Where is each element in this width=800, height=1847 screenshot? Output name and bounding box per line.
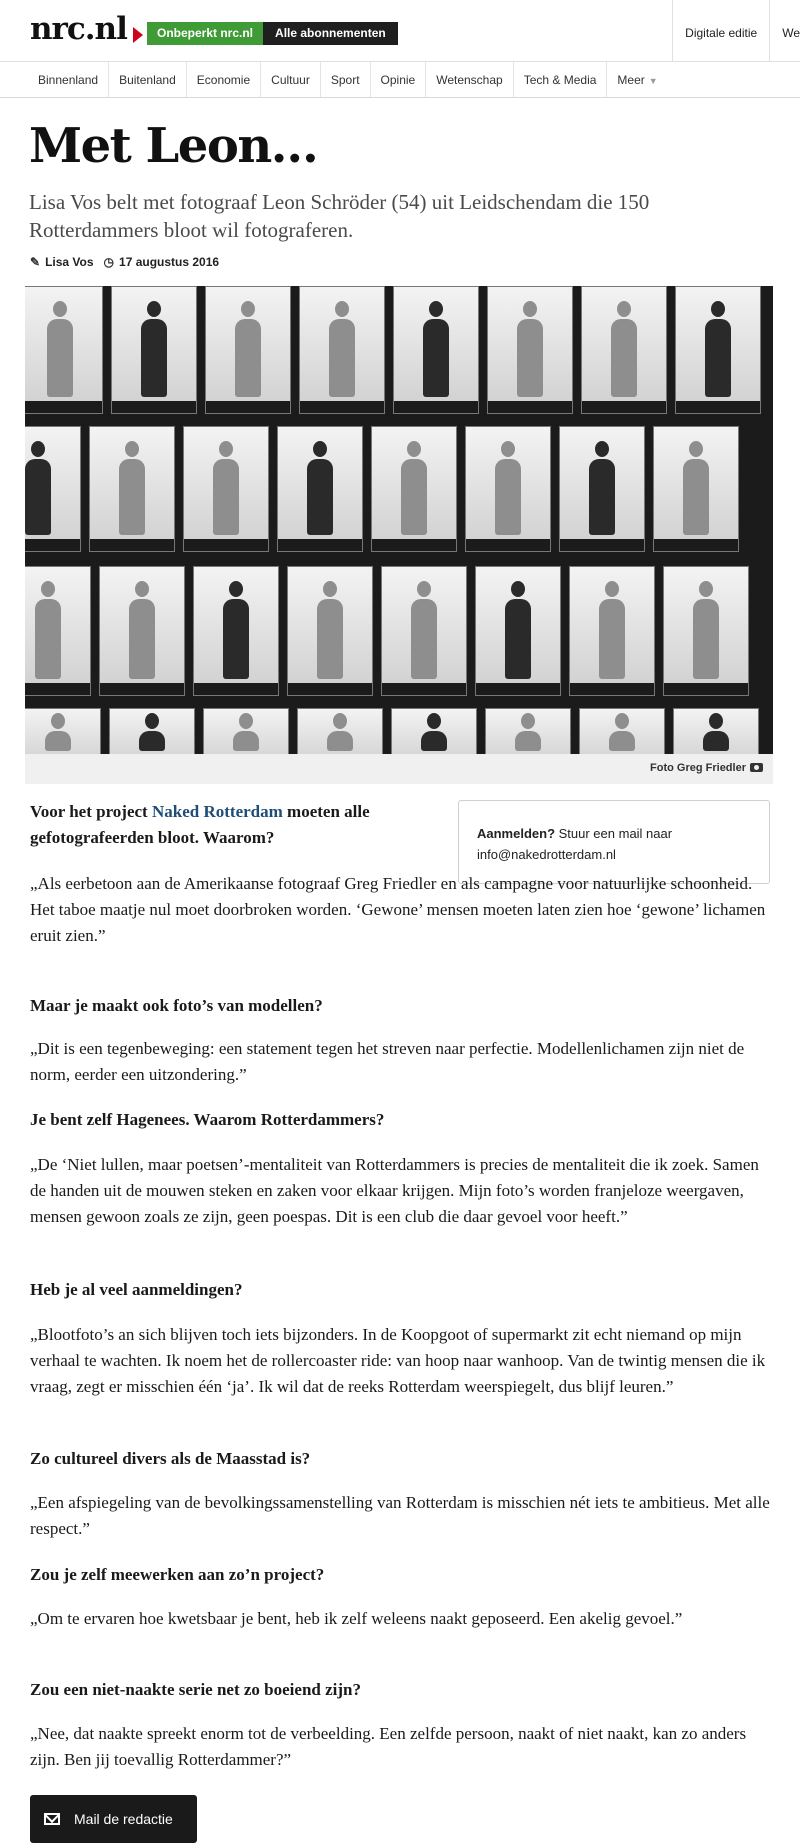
frame-label-strip bbox=[664, 683, 748, 695]
contact-sheet-row bbox=[25, 426, 773, 552]
chevron-down-icon: ▼ bbox=[648, 76, 658, 86]
portrait-figure bbox=[25, 459, 51, 535]
article-lead: Lisa Vos belt met fotograaf Leon Schröder (54) uit Leidschendam die 150 Rotterdammers bloot wil fotograferen. bbox=[29, 190, 650, 242]
digital-edition-link[interactable]: Digitale editie bbox=[672, 0, 769, 62]
portrait-figure bbox=[141, 319, 167, 397]
qa-answer-1: „Dit is een tegenbeweging: een statement tegen het streven naar perfectie. Modellenlichamen zijn niet de norm, eerder een uitzondering.” bbox=[30, 1039, 745, 1084]
contact-sheet-frame bbox=[487, 286, 573, 414]
contact-sheet-frame bbox=[277, 426, 363, 552]
contact-sheet-frame bbox=[109, 708, 195, 754]
promo-subscriptions-link[interactable]: Alle abonnementen bbox=[263, 22, 398, 45]
portrait-head bbox=[219, 441, 233, 457]
frame-label-strip bbox=[25, 401, 102, 413]
portrait-head bbox=[147, 301, 161, 317]
qa-answer-4: „Een afspiegeling van de bevolkingssamenstelling van Rotterdam is misschien nét iets te ambitieus. Met alle respect.” bbox=[30, 1493, 770, 1538]
contact-sheet-frame bbox=[475, 566, 561, 696]
article-meta bbox=[30, 255, 219, 269]
nav-item-buitenland[interactable]: Buitenland bbox=[109, 62, 187, 97]
contact-sheet-frame bbox=[581, 286, 667, 414]
portrait-figure bbox=[683, 459, 709, 535]
article-photo bbox=[25, 286, 773, 754]
contact-sheet-frame bbox=[25, 426, 81, 552]
qa-question-4: Zo cultureel divers als de Maasstad is? bbox=[30, 1449, 311, 1468]
qa-answer-2: „De ‘Niet lullen, maar poetsen’-mentaliteit van Rotterdammers is precies de mentaliteit die ik zoek. Samen de handen uit de mouwen steken en zaken voor elkaar krijgen. Mijn foto’s worden franjeloze weergaven, mensen gewoon zoals ze zijn, geen poespas. Dit is een club die daar gevoel voor heeft.” bbox=[30, 1155, 759, 1226]
frame-label-strip bbox=[288, 683, 372, 695]
signup-email-link[interactable]: info@nakedrotterdam.nl bbox=[477, 847, 616, 862]
contact-sheet-frame bbox=[381, 566, 467, 696]
portrait-figure bbox=[139, 731, 165, 751]
frame-label-strip bbox=[25, 539, 80, 551]
portrait-head bbox=[145, 713, 159, 729]
nav-item-binnenland[interactable]: Binnenland bbox=[30, 62, 109, 97]
contact-sheet-frame bbox=[371, 426, 457, 552]
portrait-head bbox=[323, 581, 337, 597]
contact-sheet-frame bbox=[287, 566, 373, 696]
author-name[interactable]: Lisa Vos bbox=[45, 255, 94, 269]
contact-sheet-frame bbox=[391, 708, 477, 754]
portrait-head bbox=[53, 301, 67, 317]
frame-label-strip bbox=[382, 683, 466, 695]
publish-date: 17 augustus 2016 bbox=[119, 255, 220, 269]
portrait-figure bbox=[599, 599, 625, 679]
portrait-figure bbox=[235, 319, 261, 397]
truncated-top-link[interactable]: We bbox=[769, 0, 800, 62]
portrait-head bbox=[521, 713, 535, 729]
qa-answer-6: „Nee, dat naakte spreekt enorm tot de verbeelding. Een zelfde persoon, naakt of niet naakt, kan zo anders zijn. Ben jij toevallig Rotterdammer?” bbox=[30, 1724, 747, 1769]
portrait-head bbox=[429, 301, 443, 317]
portrait-figure bbox=[317, 599, 343, 679]
portrait-head bbox=[125, 441, 139, 457]
portrait-figure bbox=[119, 459, 145, 535]
nav-item-tech-media[interactable]: Tech & Media bbox=[514, 62, 608, 97]
portrait-figure bbox=[329, 319, 355, 397]
site-logo[interactable]: nrc.nl bbox=[30, 11, 127, 47]
subscription-promo bbox=[147, 22, 398, 45]
contact-sheet-frame bbox=[183, 426, 269, 552]
nav-item-wetenschap[interactable]: Wetenschap bbox=[426, 62, 514, 97]
contact-sheet-frame bbox=[25, 708, 101, 754]
portrait-head bbox=[523, 301, 537, 317]
nav-item-opinie[interactable]: Opinie bbox=[371, 62, 427, 97]
frame-label-strip bbox=[184, 539, 268, 551]
portrait-figure bbox=[495, 459, 521, 535]
contact-sheet-frame bbox=[675, 286, 761, 414]
contact-sheet-frame bbox=[663, 566, 749, 696]
portrait-figure bbox=[223, 599, 249, 679]
portrait-head bbox=[313, 441, 327, 457]
frame-label-strip bbox=[676, 401, 760, 413]
portrait-head bbox=[615, 713, 629, 729]
top-right-links bbox=[672, 0, 800, 62]
contact-sheet-frame bbox=[569, 566, 655, 696]
portrait-head bbox=[689, 441, 703, 457]
photo-caption bbox=[650, 762, 763, 774]
nav-item-meer[interactable] bbox=[607, 62, 667, 97]
portrait-head bbox=[417, 581, 431, 597]
portrait-figure bbox=[411, 599, 437, 679]
pen-icon: ✎ bbox=[30, 255, 41, 269]
frame-label-strip bbox=[25, 683, 90, 695]
frame-label-strip bbox=[194, 683, 278, 695]
frame-label-strip bbox=[654, 539, 738, 551]
nav-item-cultuur[interactable]: Cultuur bbox=[261, 62, 321, 97]
contact-sheet-frame bbox=[25, 566, 91, 696]
portrait-head bbox=[617, 301, 631, 317]
portrait-head bbox=[241, 301, 255, 317]
mail-editor-label: Mail de redactie bbox=[74, 1811, 173, 1827]
mail-editor-button[interactable] bbox=[30, 1795, 197, 1843]
portrait-figure bbox=[307, 459, 333, 535]
contact-sheet-frame bbox=[205, 286, 291, 414]
portrait-figure bbox=[611, 319, 637, 397]
portrait-head bbox=[41, 581, 55, 597]
portrait-head bbox=[239, 713, 253, 729]
contact-sheet-row bbox=[25, 286, 773, 414]
frame-label-strip bbox=[372, 539, 456, 551]
portrait-figure bbox=[35, 599, 61, 679]
qa-question-2: Je bent zelf Hagenees. Waarom Rotterdammers? bbox=[30, 1110, 385, 1129]
contact-sheet-row bbox=[25, 708, 773, 754]
portrait-figure bbox=[421, 731, 447, 751]
contact-sheet-frame bbox=[653, 426, 739, 552]
frame-label-strip bbox=[570, 683, 654, 695]
article-title: Met Leon… bbox=[29, 118, 318, 174]
contact-sheet-frame bbox=[673, 708, 759, 754]
qa-question-3: Heb je al veel aanmeldingen? bbox=[30, 1280, 243, 1299]
qa-question-5: Zou je zelf meewerken aan zo’n project? bbox=[30, 1565, 325, 1584]
naked-rotterdam-link[interactable]: Naked Rotterdam bbox=[151, 802, 283, 821]
contact-sheet-frame bbox=[299, 286, 385, 414]
portrait-figure bbox=[129, 599, 155, 679]
clock-icon: ◷ bbox=[103, 255, 115, 269]
frame-label-strip bbox=[90, 539, 174, 551]
frame-label-strip bbox=[488, 401, 572, 413]
logo-arrow-icon bbox=[133, 27, 143, 43]
contact-sheet-frame bbox=[193, 566, 279, 696]
portrait-figure bbox=[401, 459, 427, 535]
signup-heading: Aanmelden? bbox=[477, 826, 556, 841]
envelope-icon bbox=[44, 1813, 60, 1825]
portrait-figure bbox=[609, 731, 635, 751]
portrait-figure bbox=[233, 731, 259, 751]
frame-label-strip bbox=[476, 683, 560, 695]
contact-sheet-frame bbox=[111, 286, 197, 414]
portrait-head bbox=[51, 713, 65, 729]
photo-credit: Foto Greg Friedler bbox=[650, 762, 746, 774]
portrait-head bbox=[711, 301, 725, 317]
portrait-head bbox=[335, 301, 349, 317]
frame-label-strip bbox=[394, 401, 478, 413]
contact-sheet-frame bbox=[203, 708, 289, 754]
nav-item-economie[interactable]: Economie bbox=[187, 62, 261, 97]
portrait-figure bbox=[589, 459, 615, 535]
intro-answer-text: „Als eerbetoon aan de Amerikaanse fotograaf Greg Friedler en als campagne voor natuurlijke schoonheid. Het taboe maatje nul moet doorbroken worden. ‘Gewone’ mensen moeten laten zien hoe ‘gewone’ lichamen eruit zien.” bbox=[30, 874, 766, 945]
portrait-figure bbox=[703, 731, 729, 751]
nav-item-meer-label: Meer bbox=[617, 73, 645, 87]
portrait-figure bbox=[705, 319, 731, 397]
portrait-figure bbox=[505, 599, 531, 679]
top-bar bbox=[0, 0, 800, 62]
portrait-head bbox=[407, 441, 421, 457]
portrait-head bbox=[229, 581, 243, 597]
portrait-head bbox=[427, 713, 441, 729]
portrait-figure bbox=[213, 459, 239, 535]
contact-sheet-frame bbox=[485, 708, 571, 754]
contact-sheet-frame bbox=[99, 566, 185, 696]
portrait-head bbox=[595, 441, 609, 457]
portrait-figure bbox=[517, 319, 543, 397]
portrait-head bbox=[699, 581, 713, 597]
contact-sheet-frame bbox=[465, 426, 551, 552]
portrait-head bbox=[511, 581, 525, 597]
portrait-figure bbox=[47, 319, 73, 397]
contact-sheet-frame bbox=[297, 708, 383, 754]
portrait-head bbox=[501, 441, 515, 457]
frame-label-strip bbox=[300, 401, 384, 413]
nav-item-sport[interactable]: Sport bbox=[321, 62, 371, 97]
portrait-figure bbox=[327, 731, 353, 751]
portrait-figure bbox=[45, 731, 71, 751]
qa-question-1: Maar je maakt ook foto’s van modellen? bbox=[30, 996, 323, 1015]
qa-question-6: Zou een niet-naakte serie net zo boeiend zijn? bbox=[30, 1680, 361, 1699]
qa-answer-3: „Blootfoto’s an sich blijven toch iets bijzonders. In de Koopgoot of supermarkt zit echt niemand op mijn verhaal te wachten. Ik noem het de rollercoaster ride: van hoop naar wanhoop. Van de twintig mensen die ik vraag, zegt er misschien één ‘ja’. Ik wil dat de reeks Rotterdam weerspiegelt, dus blijf leuren.” bbox=[30, 1325, 766, 1396]
frame-label-strip bbox=[100, 683, 184, 695]
contact-sheet-frame bbox=[25, 286, 103, 414]
intro-question-suffix: moeten alle gefotografeerden bloot. Waarom? bbox=[30, 802, 370, 847]
portrait-head bbox=[135, 581, 149, 597]
portrait-figure bbox=[693, 599, 719, 679]
camera-icon bbox=[750, 763, 763, 772]
contact-sheet-frame bbox=[559, 426, 645, 552]
portrait-head bbox=[709, 713, 723, 729]
intro-answer bbox=[30, 871, 773, 949]
frame-label-strip bbox=[560, 539, 644, 551]
frame-label-strip bbox=[206, 401, 290, 413]
intro-question-prefix: Voor het project bbox=[30, 802, 152, 821]
signup-text: Stuur een mail naar bbox=[555, 826, 673, 841]
photo-caption-bar bbox=[25, 754, 773, 784]
portrait-head bbox=[605, 581, 619, 597]
contact-sheet-frame bbox=[393, 286, 479, 414]
section-nav bbox=[0, 62, 800, 98]
contact-sheet-row bbox=[25, 566, 773, 696]
portrait-figure bbox=[423, 319, 449, 397]
contact-sheet-frame bbox=[579, 708, 665, 754]
frame-label-strip bbox=[582, 401, 666, 413]
frame-label-strip bbox=[112, 401, 196, 413]
frame-label-strip bbox=[466, 539, 550, 551]
portrait-figure bbox=[515, 731, 541, 751]
contact-sheet-frame bbox=[89, 426, 175, 552]
portrait-head bbox=[333, 713, 347, 729]
qa-answer-5: „Om te ervaren hoe kwetsbaar je bent, heb ik zelf weleens naakt geposeerd. Een akelig gevoel.” bbox=[30, 1609, 683, 1628]
intro-question bbox=[30, 799, 440, 851]
portrait-head bbox=[31, 441, 45, 457]
frame-label-strip bbox=[278, 539, 362, 551]
promo-unlimited-link[interactable]: Onbeperkt nrc.nl bbox=[147, 22, 263, 45]
